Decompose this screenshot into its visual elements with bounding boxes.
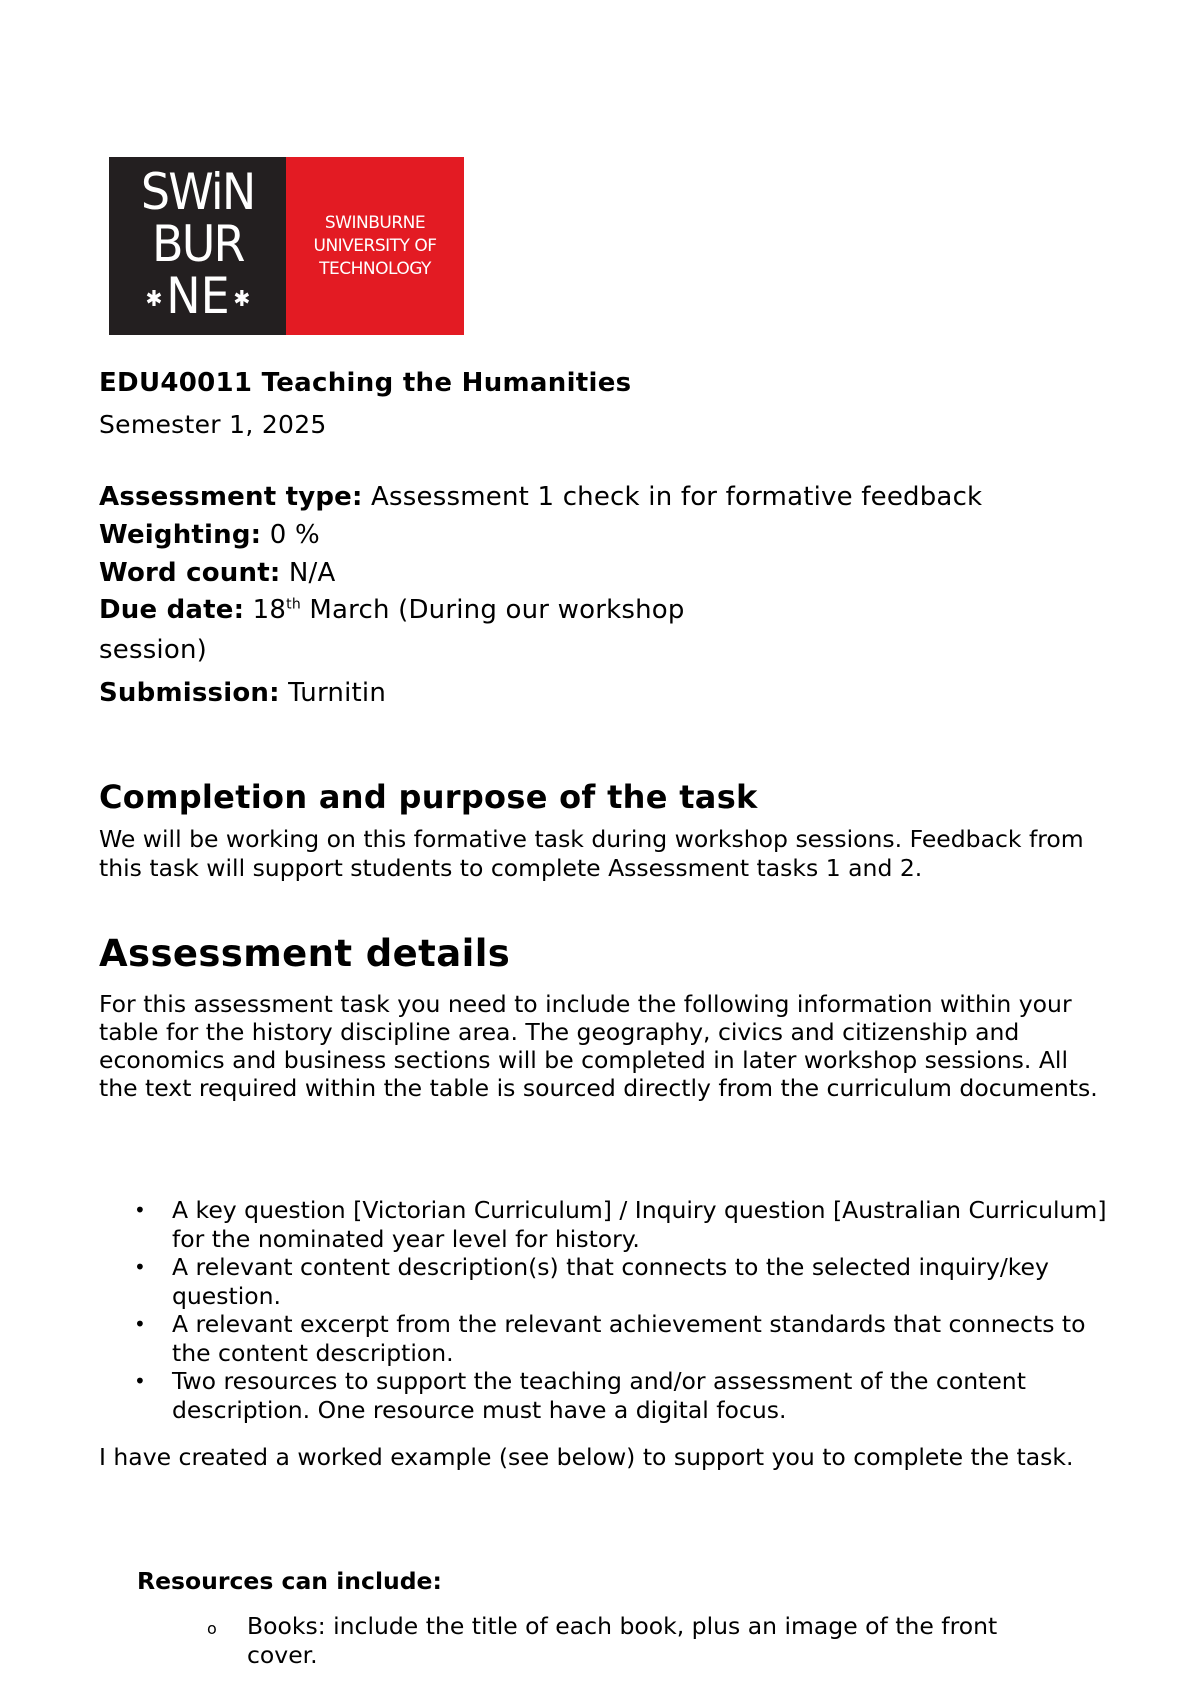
list-item: o Books: include the title of each book, plus an image of the front cover.: [207, 1612, 998, 1669]
bullet-icon: •: [134, 1198, 146, 1222]
bullet-icon: •: [134, 1255, 146, 1279]
word-count-value: N/A: [280, 558, 336, 588]
list-item: • A key question [Victorian Curriculum] / Inquiry question [Australian Curriculum] for the nominated year level for history.: [134, 1196, 1107, 1253]
due-date-suffix: th: [286, 596, 301, 613]
submission-label: Submission:: [99, 678, 280, 708]
resources-heading: Resources can include:: [137, 1567, 442, 1595]
submission-row: [99, 678, 386, 708]
requirements-list: [99, 1196, 1109, 1424]
completion-heading: Completion and purpose of the task: [99, 778, 758, 816]
submission-value: Turnitin: [279, 678, 386, 708]
list-item: • Two resources to support the teaching and/or assessment of the content description. One resource must have a digital focus.: [134, 1367, 1026, 1424]
assessment-type-label: Assessment type:: [99, 482, 363, 512]
list-item: • A relevant excerpt from the relevant achievement standards that connects to the content description.: [134, 1310, 1086, 1367]
star-icon: ✱: [232, 286, 250, 312]
list-item: • A relevant content description(s) that connects to the selected inquiry/key question.: [134, 1253, 1049, 1310]
logo-line-2: BUR: [151, 215, 244, 274]
worked-example-text: I have created a worked example (see below) to support you to complete the task.: [99, 1443, 1074, 1471]
logo-wordmark-line: TECHNOLOGY: [319, 258, 431, 279]
logo-line-3: ✱NE ✱: [145, 267, 250, 326]
course-title: EDU40011 Teaching the Humanities: [99, 368, 632, 398]
word-count-row: [99, 558, 335, 588]
weighting-label: Weighting:: [99, 520, 262, 550]
assessment-type-row: [99, 482, 982, 512]
circle-bullet-icon: o: [207, 1619, 217, 1638]
word-count-label: Word count:: [99, 558, 281, 588]
bullet-icon: •: [134, 1312, 146, 1336]
resources-list: [137, 1612, 1037, 1669]
weighting-value: 0 %: [261, 520, 320, 550]
due-date-row-cont: session): [99, 635, 207, 665]
assessment-type-value: Assessment 1 check in for formative feedback: [362, 482, 983, 512]
swinburne-logo: [109, 157, 464, 335]
due-date-label: Due date:: [99, 595, 245, 625]
completion-text: We will be working on this formative task during workshop sessions. Feedback from this task will support students to complete Assessment tasks 1 and 2.: [99, 825, 1084, 882]
details-heading: Assessment details: [99, 932, 511, 975]
due-date-value: March (During our workshop: [300, 595, 685, 625]
logo-wordmark: [286, 157, 464, 335]
logo-line-1: SWiN: [140, 163, 255, 222]
logo-wordmark-line: SWINBURNE: [324, 212, 426, 233]
logo-mark: [109, 157, 286, 335]
details-text: For this assessment task you need to include the following information within your table for the history discipline area. The geography, civics and citizenship and economics and business sections will be completed in later workshop sessions. All the text required within the table is sourced directly from the curriculum documents.: [99, 990, 1098, 1102]
star-icon: ✱: [145, 286, 163, 312]
due-date-row: [99, 595, 685, 625]
logo-wordmark-line: UNIVERSITY OF: [313, 235, 437, 256]
due-date-day: 18: [244, 595, 287, 625]
bullet-icon: •: [134, 1369, 146, 1393]
weighting-row: [99, 520, 320, 550]
semester: Semester 1, 2025: [99, 410, 327, 439]
